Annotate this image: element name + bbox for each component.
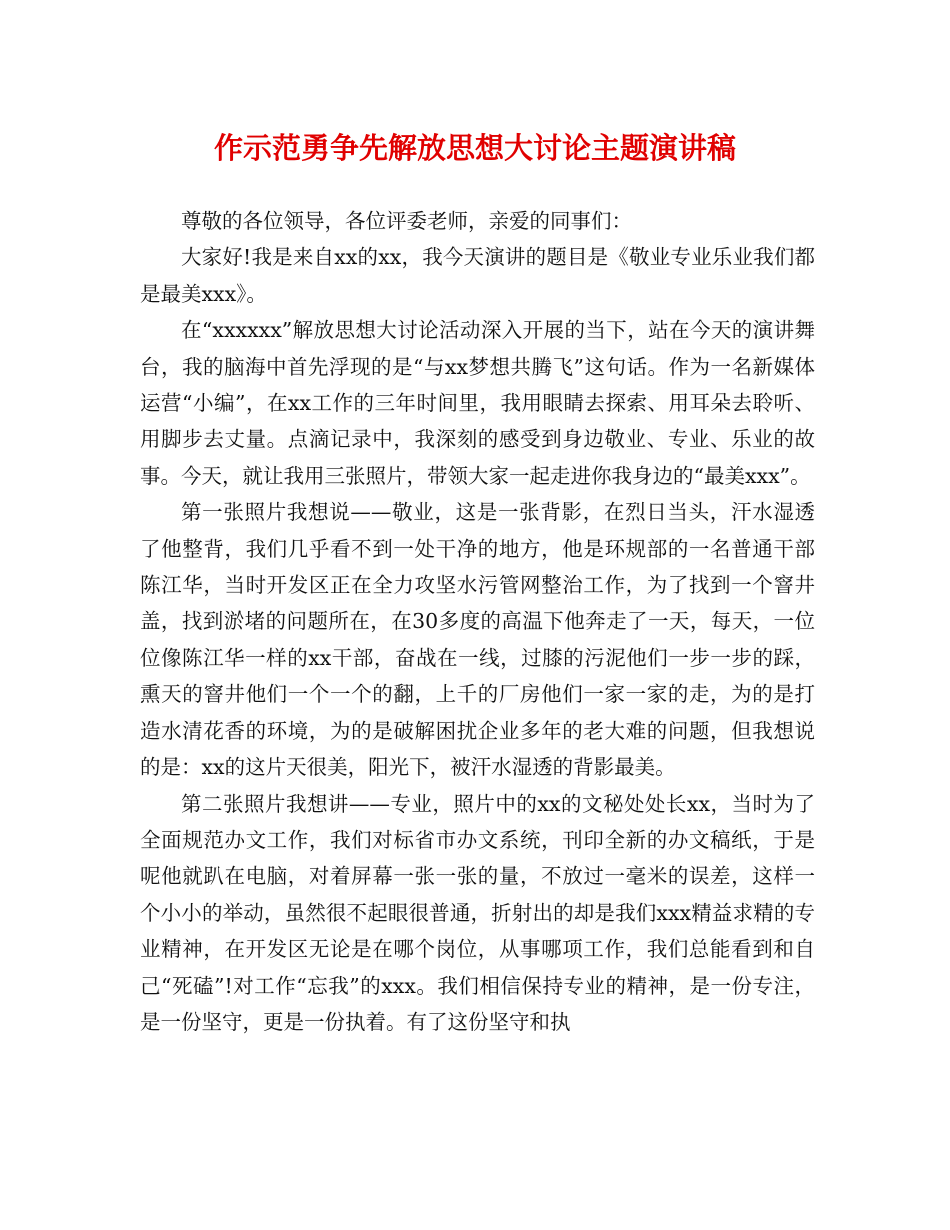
document-body bbox=[140, 203, 815, 1040]
paragraph-first-photo: 第一张照片我想说——敬业，这是一张背影，在烈日当头，汗水湿透了他整背，我们几乎看不到一处干净的地方，他是环规部的一名普通干部陈江华，当时开发区正在全力攻坚水污管网整治工作，为了找到一个窨井盖，找到淤堵的问题所在，在30多度的高温下他奔走了一天，每天，一位位像陈江华一样的xx干部，奋战在一线，过膝的污泥他们一步一步的踩，熏天的窨井他们一个一个的翻，上千的厂房他们一家一家的走，为的是打造水清花香的环境，为的是破解困扰企业多年的老大难的问题，但我想说的是：xx的这片天很美，阳光下，被汗水湿透的背影最美。 bbox=[140, 500, 815, 780]
paragraph-introduction: 在“xxxxxx”解放思想大讨论活动深入开展的当下，站在今天的演讲舞台，我的脑海中首先浮现的是“与xx梦想共腾飞”这句话。作为一名新媒体运营“小编”，在xx工作的三年时间里，我用眼睛去探索、用耳朵去聆听、用脚步去丈量。点滴记录中，我深刻的感受到身边敬业、专业、乐业的故事。今天，就让我用三张照片，带领大家一起走进你我身边的“最美xxx”。 bbox=[140, 318, 815, 488]
paragraph-salutation: 尊敬的各位领导，各位评委老师，亲爱的同事们： bbox=[181, 209, 632, 233]
paragraph-second-photo: 第二张照片我想讲——专业，照片中的xx的文秘处处长xx，当时为了全面规范办文工作，我们对标省市办文系统，刊印全新的办文稿纸，于是呢他就趴在电脑，对着屏幕一张一张的量，不放过一毫米的误差，这样一个小小的举动，虽然很不起眼很普通，折射出的却是我们xxx精益求精的专业精神，在开发区无论是在哪个岗位，从事哪项工作，我们总能看到和自己“死磕”!对工作“忘我”的xxx。我们相信保持专业的精神，是一份专注，是一份坚守，更是一份执着。有了这份坚守和执 bbox=[140, 791, 815, 1034]
paragraph-greeting: 大家好!我是来自xx的xx，我今天演讲的题目是《敬业专业乐业我们都是最美xxx》。 bbox=[140, 245, 815, 306]
document-title: 作示范勇争先解放思想大讨论主题演讲稿 bbox=[213, 131, 736, 165]
